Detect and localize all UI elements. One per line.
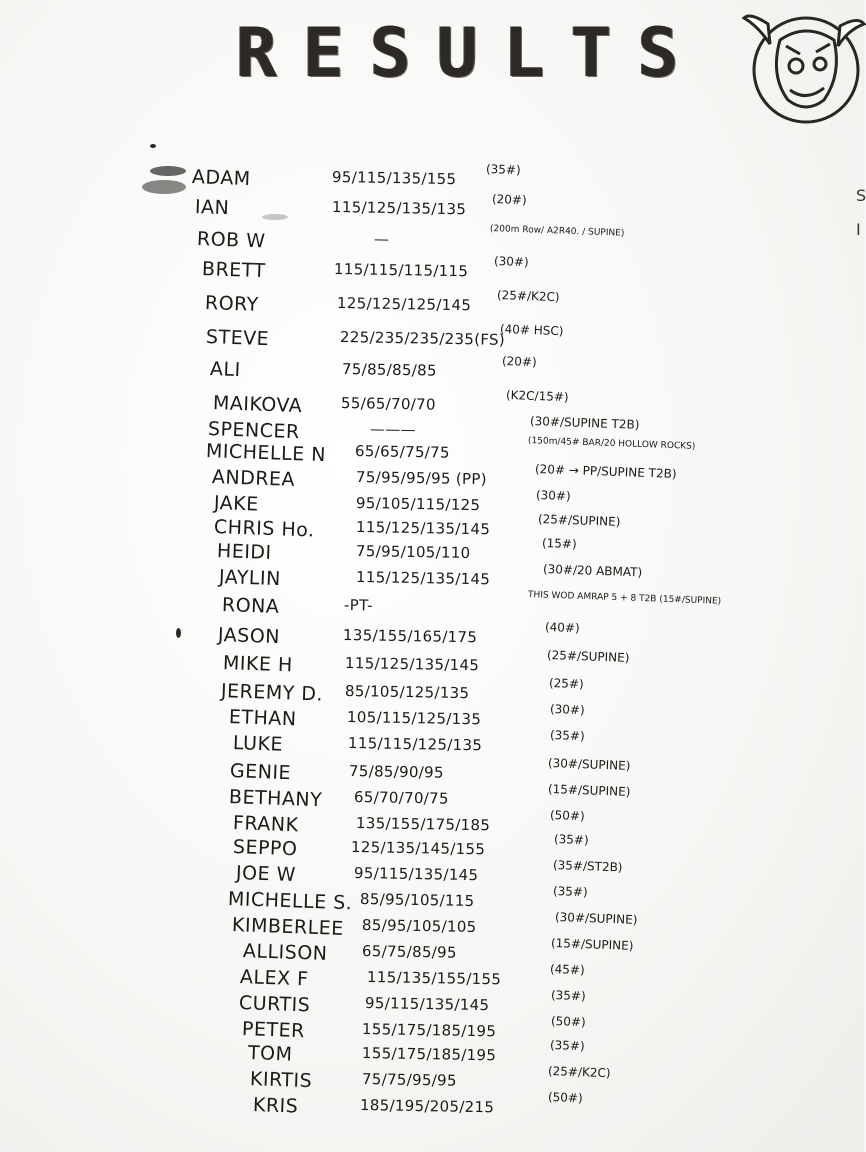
lift-weights: 115/125/135/135	[331, 198, 467, 219]
lift-weights: ———	[369, 420, 417, 439]
athlete-name: MICHELLE S.	[227, 888, 353, 915]
scaling-note: (30#/SUPINE)	[547, 756, 631, 773]
lift-weights: 85/105/125/135	[344, 682, 470, 703]
smudge	[150, 166, 186, 176]
results-title: RESULTS	[236, 14, 705, 93]
lift-weights: 85/95/105/115	[359, 890, 475, 910]
athlete-name: RORY	[204, 292, 260, 316]
scaling-note: (30#/SUPINE T2B)	[529, 414, 640, 432]
scaling-note: (40# HSC)	[499, 322, 564, 339]
athlete-name: ANDREA	[211, 466, 296, 491]
lift-weights: 115/125/135/145	[355, 568, 491, 589]
lift-weights: 65/65/75/75	[354, 442, 450, 462]
edge-mark: I	[856, 220, 861, 239]
lift-weights: 65/70/70/75	[353, 788, 449, 808]
lift-weights: 105/115/125/135	[346, 708, 482, 729]
lift-weights: 115/115/125/135	[347, 734, 483, 755]
edge-mark: S	[856, 186, 866, 205]
scaling-note: (25#)	[548, 676, 584, 692]
lift-weights: 115/115/115/115	[333, 260, 469, 281]
scaling-note: (20# → PP/SUPINE T2B)	[534, 462, 677, 481]
lift-weights: 155/175/185/195	[361, 1044, 497, 1065]
lift-weights: —	[373, 230, 390, 249]
scaling-note: (25#/SUPINE)	[537, 512, 621, 529]
athlete-name: SEPPO	[232, 836, 298, 861]
lift-weights: -PT-	[343, 596, 374, 615]
athlete-name: SPENCER	[207, 418, 301, 444]
lift-weights: 185/195/205/215	[359, 1096, 495, 1117]
athlete-name: CHRIS Ho.	[213, 516, 315, 542]
athlete-name: ADAM	[191, 166, 252, 191]
athlete-name: ROB W	[196, 228, 266, 253]
athlete-name: ALI	[209, 358, 242, 382]
scaling-note: (50#)	[550, 1014, 586, 1030]
athlete-name: RONA	[221, 594, 280, 618]
scaling-note: (35#)	[552, 884, 588, 900]
athlete-name: MIKE H	[222, 652, 294, 677]
athlete-name: JOE W	[235, 862, 297, 887]
scaling-note: (30#/SUPINE)	[554, 910, 638, 927]
athlete-name: LUKE	[232, 732, 284, 756]
smudge	[176, 628, 181, 638]
athlete-name: ALLISON	[242, 940, 328, 965]
lift-weights: 95/115/135/145	[364, 994, 490, 1015]
athlete-name: BRETT	[201, 258, 266, 283]
scaling-note: (30#)	[535, 488, 571, 504]
smudge	[150, 144, 156, 148]
scaling-note: (30#)	[549, 702, 585, 718]
athlete-name: KRIS	[252, 1094, 299, 1118]
athlete-name: HEIDI	[216, 540, 272, 564]
lift-weights: 95/115/135/145	[353, 864, 479, 885]
lift-weights: 75/95/95/95 (PP)	[355, 468, 488, 489]
athlete-name: JASON	[217, 624, 281, 649]
lift-weights: 75/85/85/85	[341, 360, 437, 380]
athlete-name: GENIE	[229, 760, 292, 785]
athlete-name: PETER	[241, 1018, 306, 1043]
horned-creature-logo-icon	[740, 4, 864, 136]
lift-weights: 125/135/145/155	[350, 838, 486, 859]
scaling-note: (25#/K2C)	[547, 1064, 611, 1081]
scaling-note: (35#/ST2B)	[552, 858, 623, 875]
lift-weights: 75/95/105/110	[355, 542, 471, 562]
lift-weights: 75/75/95/95	[361, 1070, 457, 1090]
athlete-name: IAN	[194, 196, 230, 220]
lift-weights: 135/155/175/185	[355, 814, 491, 835]
scaling-note: (20#)	[501, 354, 537, 370]
scaling-note: (35#)	[549, 1038, 585, 1054]
lift-weights: 75/85/90/95	[348, 762, 444, 782]
scaling-note: (35#)	[549, 728, 585, 744]
smudge	[262, 214, 288, 220]
scaling-note: (40#)	[544, 620, 580, 636]
scaling-note: (35#)	[553, 832, 589, 848]
athlete-name: JEREMY D.	[220, 680, 324, 706]
scaling-note: THIS WOD AMRAP 5 + 8 T2B (15#/SUPINE)	[527, 590, 722, 607]
scaling-note: (K2C/15#)	[505, 388, 569, 405]
lift-weights: 155/175/185/195	[361, 1020, 497, 1041]
scaling-note: (15#/SUPINE)	[550, 936, 634, 953]
athlete-name: KIMBERLEE	[231, 914, 345, 940]
lift-weights: 125/125/125/145	[336, 294, 472, 315]
lift-weights: 115/135/155/155	[366, 968, 502, 989]
athlete-name: BETHANY	[228, 786, 323, 812]
athlete-name: CURTIS	[238, 992, 311, 1017]
athlete-name: KIRTIS	[249, 1068, 313, 1093]
athlete-name: ETHAN	[228, 706, 297, 731]
scaling-note: (200m Row/ A2R40. / SUPINE)	[489, 224, 625, 239]
lift-weights: 115/125/135/145	[355, 518, 491, 539]
lift-weights: 65/75/85/95	[361, 942, 457, 962]
scaling-note: (20#)	[491, 192, 527, 208]
lift-weights: 95/115/135/155	[331, 168, 457, 189]
athlete-name: JAKE	[213, 492, 260, 516]
athlete-name: MICHELLE N	[205, 440, 327, 467]
athlete-name: TOM	[247, 1042, 293, 1066]
athlete-name: FRANK	[232, 812, 299, 837]
athlete-name: JAYLIN	[218, 566, 282, 591]
scaling-note: (50#)	[547, 1090, 583, 1106]
lift-weights: 95/105/115/125	[355, 494, 481, 515]
lift-weights: 55/65/70/70	[340, 394, 436, 414]
lift-weights: 225/235/235/235(FS)	[339, 328, 506, 349]
lift-weights: 115/125/135/145	[344, 654, 480, 675]
scaling-note: (35#)	[485, 162, 521, 178]
scaling-note: (45#)	[549, 962, 585, 978]
scaling-note: (30#/20 ABMAT)	[542, 562, 643, 580]
lift-weights: 135/155/165/175	[342, 626, 478, 647]
scaling-note: (25#/K2C)	[496, 288, 560, 305]
scaling-note: (25#/SUPINE)	[546, 648, 630, 665]
scaling-note: (15#/SUPINE)	[547, 782, 631, 799]
scaling-note: (50#)	[549, 808, 585, 824]
scaling-note: (150m/45# BAR/20 HOLLOW ROCKS)	[527, 436, 696, 452]
lift-weights: 85/95/105/105	[361, 916, 477, 936]
scaling-note: (15#)	[541, 536, 577, 552]
athlete-name: ALEX F	[239, 966, 309, 991]
scaling-note: (35#)	[550, 988, 586, 1004]
scaling-note: (30#)	[493, 254, 529, 270]
athlete-name: STEVE	[205, 326, 270, 351]
athlete-name: MAIKOVA	[212, 392, 303, 418]
smudge	[142, 180, 186, 194]
